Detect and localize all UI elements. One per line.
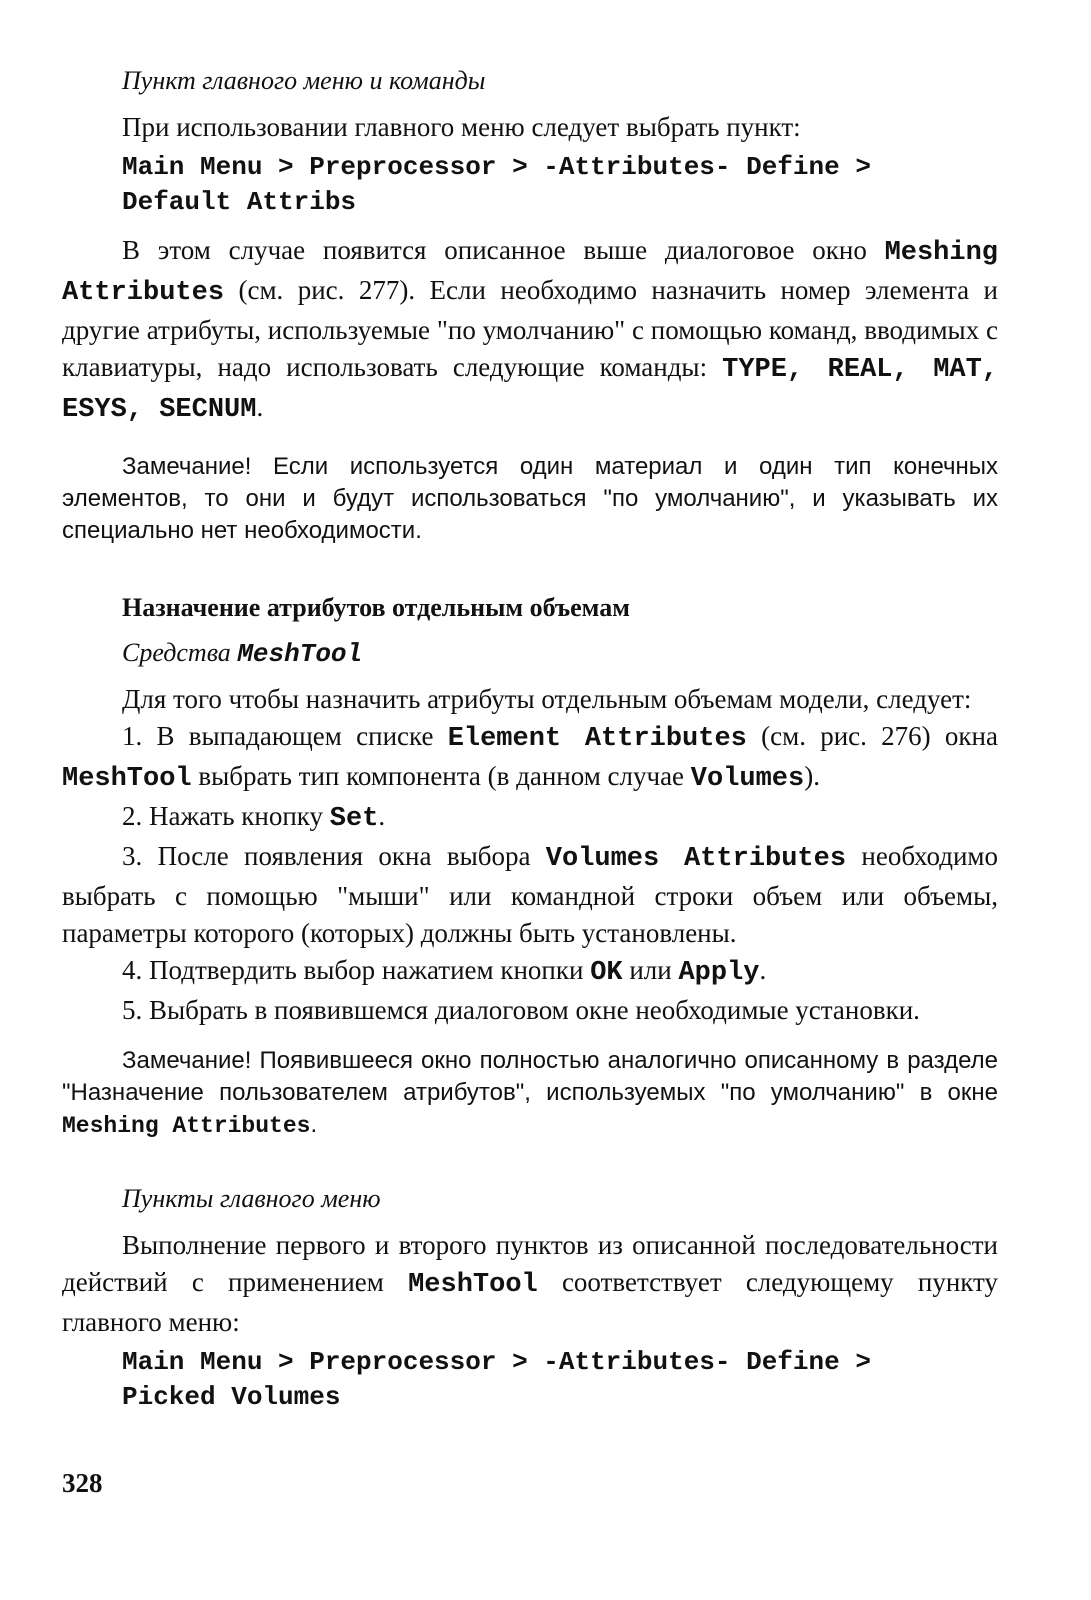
code-term: Meshing Attributes	[62, 238, 998, 308]
subheading-meshtool	[62, 634, 998, 673]
note-default-material: Замечание! Если используется один материал и один тип конечных элементов, то они и будут использоваться "по умолчанию", и указывать их специально нет необходимости.	[62, 453, 998, 544]
menu-path-line: Picked Volumes	[122, 1382, 341, 1412]
menu-path-line: Main Menu > Preprocessor > -Attributes- Define >	[122, 1347, 871, 1377]
menu-path-default-attribs	[62, 150, 998, 220]
section-heading: Назначение атрибутов отдельным объемам	[122, 593, 630, 622]
list-item: 2. Нажать кнопку Set.	[122, 801, 386, 834]
text: (см. рис. 277). Если необходимо назначить номер элемента и другие атрибуты, используемые "по умолчанию" с помощью команд, вводимых с клавиатуры, надо использовать следующие команды:	[62, 275, 998, 382]
page-number: 328	[62, 1468, 103, 1498]
code-term: MeshTool	[237, 639, 363, 669]
menu-path-line: Main Menu > Preprocessor > -Attributes- Define >	[122, 152, 871, 182]
paragraph-menu-equivalent: Выполнение первого и второго пунктов из описанной последовательности действий с применением MeshTool соответствует следующему пункту главного меню:	[62, 1230, 998, 1337]
subheading-menu-and-commands: Пункт главного меню и команды	[122, 66, 486, 95]
note-similar-window: Замечание! Появившееся окно полностью аналогично описанному в разделе "Назначение пользователем атрибутов", используемых "по умолчанию" в окне Meshing Attributes.	[62, 1047, 998, 1139]
page-body	[62, 62, 998, 1415]
list-item: 5. Выбрать в появившемся диалоговом окне необходимые установки.	[122, 995, 920, 1025]
paragraph-select-item: При использовании главного меню следует выбрать пункт:	[122, 112, 801, 142]
menu-path-picked-volumes	[62, 1345, 998, 1415]
list-item: 3. После появления окна выбора Volumes Attributes необходимо выбрать с помощью "мыши" или командной строки объем или объемы, параметры которого (которых) должны быть установлены.	[62, 841, 999, 948]
code-term: TYPE, REAL, MAT, ESYS, SECNUM	[62, 355, 998, 425]
menu-path-line: Default Attribs	[122, 187, 357, 217]
subheading-menu-items: Пункты главного меню	[122, 1184, 381, 1213]
list-item: 4. Подтвердить выбор нажатием кнопки OK или Apply.	[122, 955, 767, 988]
text: .	[256, 392, 264, 422]
text: Средства	[122, 638, 238, 667]
list-item: 1. В выпадающем списке Element Attributes (см. рис. 276) окна MeshTool выбрать тип компонента (в данном случае Volumes).	[62, 721, 998, 794]
paragraph-assign-attributes: Для того чтобы назначить атрибуты отдельным объемам модели, следует:	[122, 684, 972, 714]
text: В этом случае появится описанное выше диалоговое окно	[122, 235, 885, 265]
paragraph-meshing-attributes	[62, 232, 998, 429]
